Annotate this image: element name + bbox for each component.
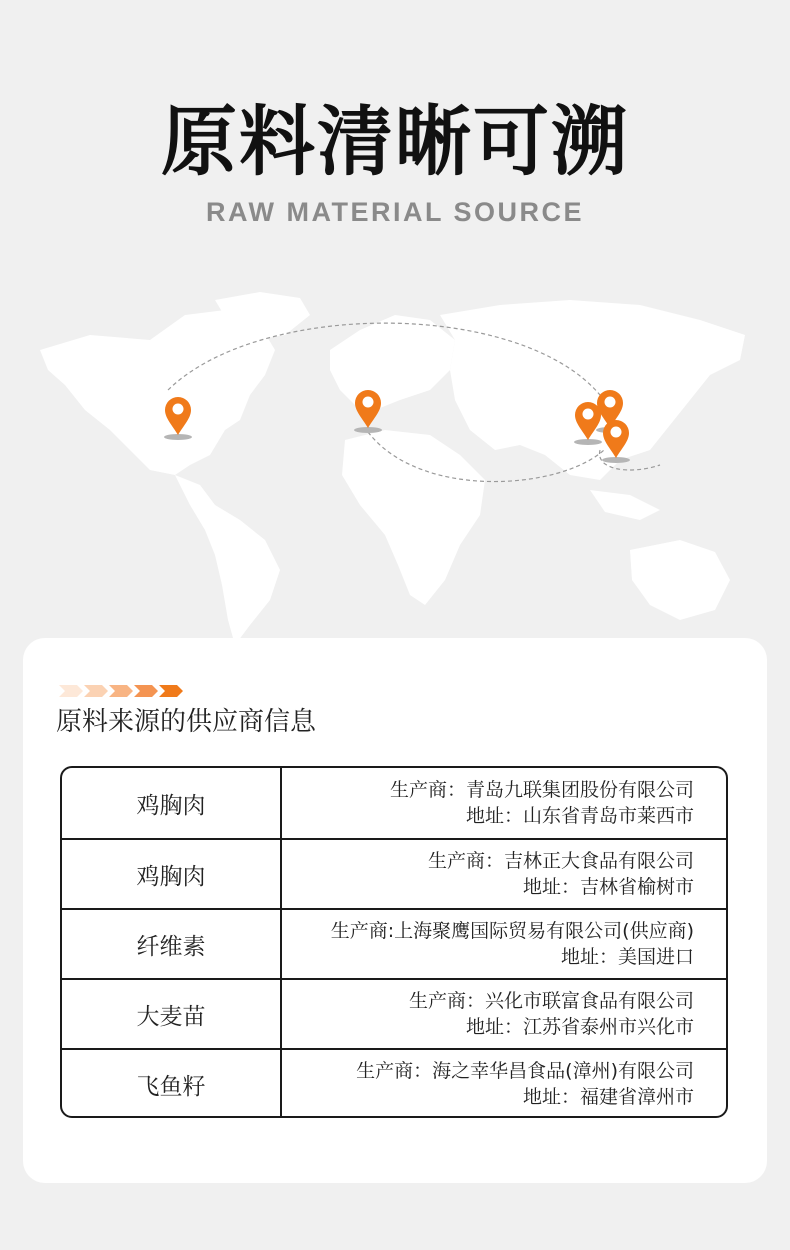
pin-europe [354,390,382,433]
supplier-info [284,910,726,978]
table-row [62,768,726,838]
address-text: 地址：山东省青岛市莱西市 [465,805,694,827]
table-row [62,908,726,978]
material-name: 飞鱼籽 [62,1050,282,1118]
supplier-info [284,980,726,1048]
supplier-info [284,1050,726,1118]
australia-landmass [630,540,730,620]
address-text: 地址：江苏省泰州市兴化市 [465,1016,694,1038]
europe-landmass [330,315,455,410]
material-name: 大麦苗 [62,980,282,1048]
material-name: 鸡胸肉 [62,840,282,908]
address-text: 地址：吉林省榆树市 [522,876,694,898]
world-map [0,280,790,650]
supplier-table [60,766,728,1118]
asia-landmass [440,300,745,480]
table-row [62,978,726,1048]
africa-landmass [342,430,485,605]
producer-text: 生产商：海之幸华昌食品(漳州)有限公司 [356,1060,694,1082]
supplier-info [284,840,726,908]
southeast-asia-islands [590,490,660,520]
address-text: 地址：福建省漳州市 [522,1086,694,1108]
table-row [62,1048,726,1118]
section-title: 原料来源的供应商信息 [56,707,317,737]
producer-text: 生产商：吉林正大食品有限公司 [427,850,694,872]
supplier-info [284,768,726,838]
material-name: 鸡胸肉 [62,768,282,838]
page-subtitle: RAW MATERIAL SOURCE [206,197,584,227]
supplier-card [23,638,767,1183]
north-america-landmass [40,310,275,475]
producer-text: 生产商：青岛九联集团股份有限公司 [389,779,694,801]
continents [40,292,745,645]
material-name: 纤维素 [62,910,282,978]
address-text: 地址：美国进口 [560,946,694,968]
page-title: 原料清晰可溯 [161,97,629,186]
producer-text: 生产商：兴化市联富食品有限公司 [408,990,694,1012]
chevron-decoration-icon [59,685,189,697]
south-america-landmass [175,475,280,645]
table-row [62,838,726,908]
producer-text: 生产商:上海聚鹰国际贸易有限公司(供应商) [330,920,694,942]
